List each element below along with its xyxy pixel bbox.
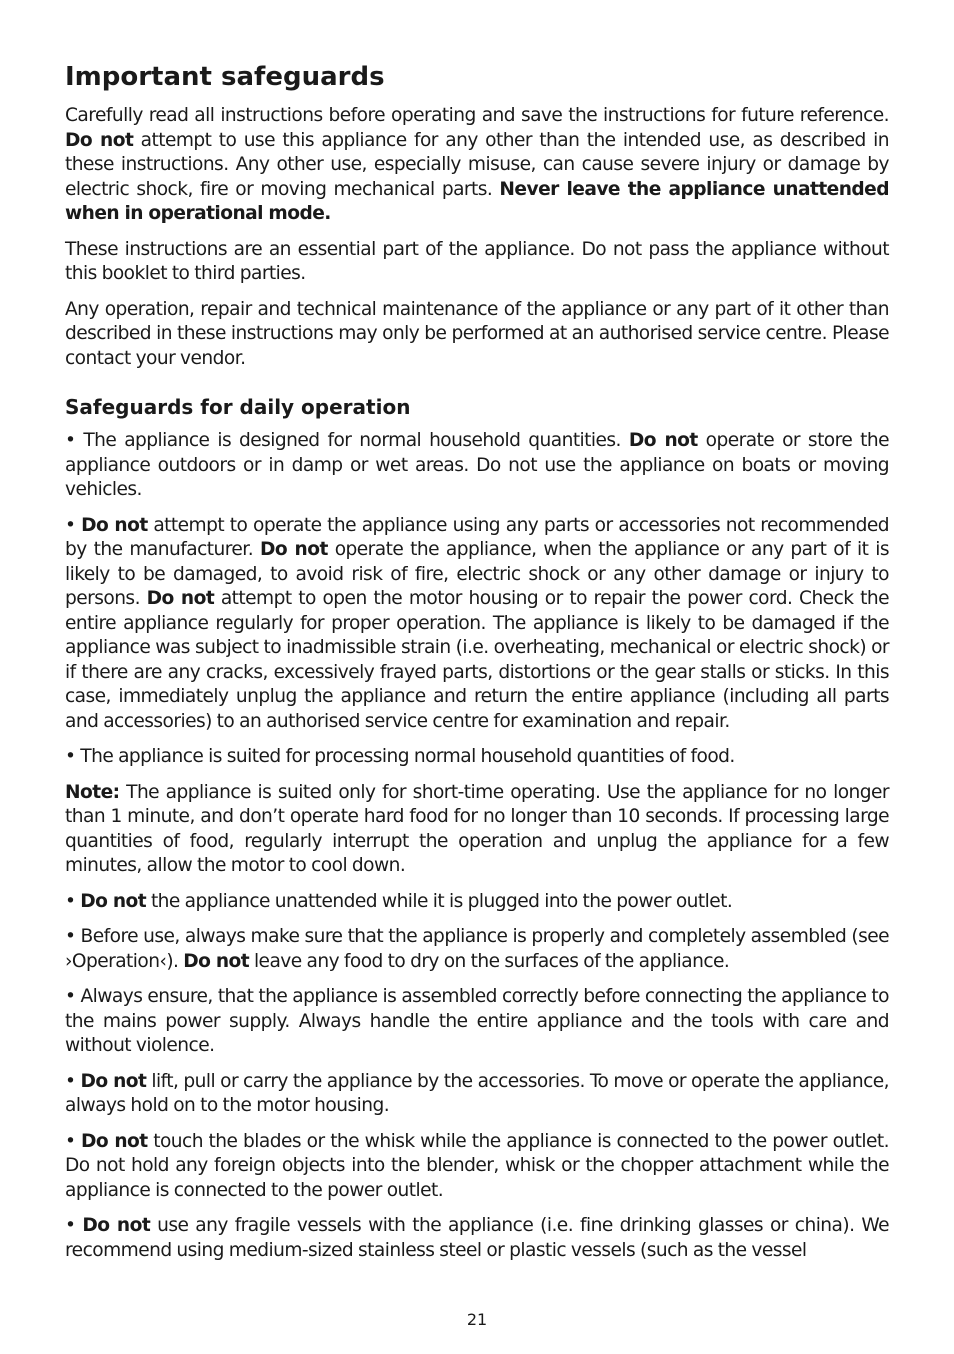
do-not-emphasis: Do not: [146, 588, 215, 609]
safeguard-item: • Always ensure, that the appliance is assembled correctly before connecting the appliance to the mains power supply. Always handle the entire appliance and the tools with care and without violence.: [65, 986, 889, 1056]
item-text: •: [65, 514, 82, 536]
safeguard-item: [65, 1214, 889, 1263]
safeguard-item: [65, 514, 889, 735]
note-label: Note:: [65, 781, 120, 803]
note-paragraph: [65, 781, 889, 879]
item-text: lift, pull or carry the appliance by the accessories. To move or operate the appliance, always hold on to the motor housing.: [65, 1070, 889, 1116]
safeguard-item: [65, 1130, 889, 1204]
item-text: leave any food to dry on the surfaces of the appliance.: [249, 950, 730, 972]
note-text: The appliance is suited only for short-time operating. Use the appliance for no longer than 1 minute, and don’t operate hard food for no longer than 10 seconds. If processing large quantities of food, regularly interrupt the operation and unplug the appliance for a few minutes, allow the motor to cool down.: [65, 781, 889, 876]
intro-paragraph-1: [65, 104, 889, 227]
intro-paragraph-3: Any operation, repair and technical maintenance of the appliance or any part of it other than described in these instructions may only be performed at an authorised service centre. Please contact your vendor.: [65, 298, 889, 369]
page-number: 21: [466, 1310, 488, 1329]
page-title: Important safeguards: [65, 62, 385, 92]
do-not-emphasis: Do not: [81, 514, 148, 536]
intro-text: Carefully read all instructions before operating and save the instructions for future reference.: [65, 105, 889, 126]
do-not-emphasis: Do not: [628, 430, 698, 451]
document-page: [65, 58, 889, 1274]
item-text: attempt to operate the appliance using any parts or accessories not recommended by the manufacturer.: [65, 514, 889, 560]
do-not-emphasis: Do not: [82, 1215, 151, 1236]
do-not-emphasis: Do not: [65, 129, 134, 151]
item-text: attempt to open the motor housing or to repair the power cord. Check the entire appliance regularly for proper operation. The appliance is likely to be damaged if the appliance was subject to inadmissible strain (i.e. overheating, mechanical or electric shock) or if there are any cracks, excessively frayed parts, distortions or the gear stalls or sticks. In this case, immediately unplug the appliance and return the entire appliance (including all parts and accessories) to an authorised service centre for examination and repair.: [65, 588, 889, 732]
safeguard-item: [65, 1070, 889, 1119]
item-text: • Before use, always make sure that the appliance is properly and completely assembled (see ›Operation‹).: [65, 926, 889, 972]
safeguard-item: [65, 890, 889, 915]
item-text: use any fragile vessels with the appliance (i.e. fine drinking glasses or china). We recommend using medium-sized stainless steel or plastic vessels (such as the vessel: [65, 1215, 889, 1261]
do-not-emphasis: Do not: [259, 539, 328, 560]
warning-emphasis: Never leave the appliance unattended when in operational mode.: [65, 178, 889, 224]
section-title: Safeguards for daily operation: [65, 395, 411, 419]
do-not-emphasis: Do not: [81, 1130, 148, 1152]
intro-paragraph-2: These instructions are an essential part of the appliance. Do not pass the appliance without this booklet to third parties.: [65, 238, 889, 284]
item-text: the appliance unattended while it is plugged into the power outlet.: [146, 890, 733, 912]
do-not-emphasis: Do not: [183, 950, 250, 972]
item-text: operate or store the appliance outdoors or in damp or wet areas. Do not use the appliance on boats or moving vehicles.: [65, 430, 889, 500]
safeguard-item: [65, 429, 889, 503]
item-text: • The appliance is designed for normal household quantities.: [65, 430, 629, 451]
safeguard-item: • The appliance is suited for processing normal household quantities of food.: [65, 746, 735, 767]
item-text: •: [65, 1070, 81, 1092]
safeguard-item: [65, 925, 889, 974]
item-text: touch the blades or the whisk while the appliance is connected to the power outlet. Do not hold any foreign objects into the blender, whisk or the chopper attachment while the appliance is connected to the power outlet.: [65, 1130, 889, 1201]
item-text: •: [65, 1130, 82, 1152]
item-text: •: [65, 890, 81, 912]
intro-text: attempt to use this appliance for any other than the intended use, as described in these instructions. Any other use, especially misuse, can cause severe injury or damage by electric shock, fire or moving mechanical parts.: [65, 129, 889, 200]
do-not-emphasis: Do not: [80, 1070, 147, 1092]
do-not-emphasis: Do not: [80, 890, 147, 912]
item-text: operate the appliance, when the appliance or any part of it is likely to be damaged, to avoid risk of fire, electric shock or any other damage or injury to persons.: [65, 539, 889, 609]
item-text: •: [65, 1215, 83, 1236]
